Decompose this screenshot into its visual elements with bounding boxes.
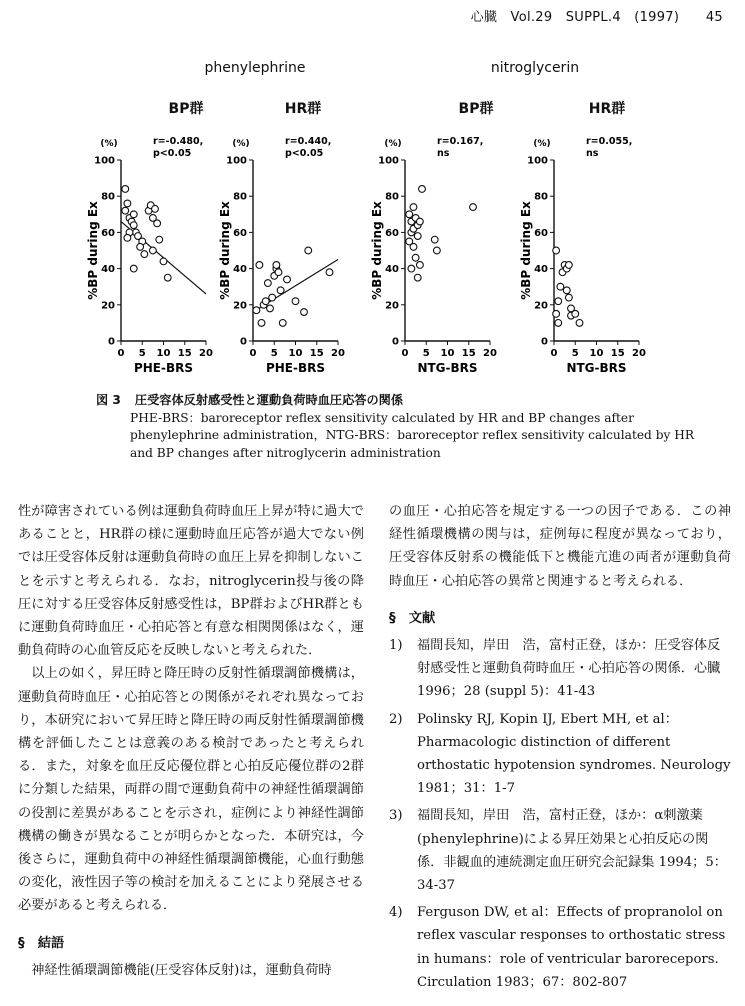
y-tick-label: 0 xyxy=(541,336,548,348)
section-heading-references: § 文献 xyxy=(389,610,436,626)
x-tick-label: 20 xyxy=(632,348,646,359)
data-point xyxy=(565,262,572,269)
x-axis-title: PHE-BRS xyxy=(265,361,326,375)
data-point xyxy=(406,211,413,218)
data-point xyxy=(124,200,131,207)
x-tick-label: 15 xyxy=(177,348,192,359)
stat-r-value: r=0.440, xyxy=(285,136,332,147)
data-point xyxy=(414,233,421,240)
data-point xyxy=(292,298,299,305)
x-tick-label: 5 xyxy=(138,348,146,359)
panel-title-3: BP群 xyxy=(458,101,494,117)
data-point xyxy=(275,269,282,276)
x-tick-label: 0 xyxy=(249,348,257,359)
stat-p-value: ns xyxy=(437,148,450,159)
data-point xyxy=(326,269,333,276)
y-unit-label: (%) xyxy=(533,139,551,149)
y-tick-label: 40 xyxy=(233,264,247,276)
x-tick-label: 5 xyxy=(422,348,430,359)
y-tick-label: 60 xyxy=(534,227,548,239)
data-point xyxy=(553,247,560,254)
x-tick-label: 20 xyxy=(199,348,213,359)
left-column xyxy=(18,500,364,982)
paragraph: 以上の如く，昇圧時と降圧時の反射性循環調節機構は，運動負荷時血圧・心拍応答との関係がそれぞれ異なっており，本研究において昇圧時と降圧時の両反射性循環調節機構を評価したことは意義のある検討であったと考えられる．また，対象を血圧反応優位群と心拍反応優位群の2群に分類した結果，両群の間で運動負荷中の神経性循環調節の役割に差異があることを示され，症例により神経性調節機構の働きが異なることが明らかとなった．本研究は，今後さらに，運動負荷中の神経性循環調節機能，心血行動態の変化，液性因子等の検討を加えることにより発展させる必要があると考えられる． xyxy=(18,666,364,914)
data-point xyxy=(122,207,129,214)
section-heading-conclusion: § 結語 xyxy=(18,935,65,951)
x-axis-title: PHE-BRS xyxy=(133,361,194,375)
data-point xyxy=(555,298,562,305)
running-header: 心臓 Vol.29 SUPPL.4 (1997) 45 xyxy=(470,10,723,25)
y-tick-label: 80 xyxy=(233,191,247,203)
y-tick-label: 20 xyxy=(385,300,399,312)
group-title-phenylephrine: phenylephrine xyxy=(204,60,306,76)
data-point xyxy=(284,276,291,283)
reference-text: Polinsky RJ, Kopin IJ, Ebert MH, et al：Pharmacologic distinction of different orthostatic hypotension syndromes. Neurology 1981；31：1-7 xyxy=(417,711,731,797)
reference-text: 福間長知，岸田 浩，富村正登，ほか：圧受容体反射感受性と運動負荷時血圧・心拍応答の関係．心臓 1996；28 (suppl 5)：41-43 xyxy=(417,638,721,700)
data-point xyxy=(433,247,440,254)
reference-text: Ferguson DW, et al：Effects of propranolol on reflex vascular responses to orthostatic stress in humans：role of ventricular barorecepors. Circulation 1983；67：802-807 xyxy=(417,905,726,990)
x-tick-label: 10 xyxy=(156,348,171,359)
data-point xyxy=(416,218,423,225)
data-point xyxy=(141,251,148,258)
y-tick-label: 20 xyxy=(534,300,548,312)
data-point xyxy=(130,222,137,229)
data-point xyxy=(301,309,308,316)
reference-number: 4) xyxy=(389,905,403,921)
y-tick-label: 80 xyxy=(101,191,115,203)
y-tick-label: 40 xyxy=(101,264,115,276)
data-point xyxy=(414,274,421,281)
y-unit-label: (%) xyxy=(384,139,402,149)
data-point xyxy=(149,247,156,254)
y-axis-title: %BP during Ex xyxy=(218,201,232,300)
stat-r-value: r=0.167, xyxy=(437,136,484,147)
data-point xyxy=(124,234,131,241)
data-point xyxy=(160,258,167,265)
data-point xyxy=(555,320,562,327)
stat-p-value: p<0.05 xyxy=(285,148,324,159)
data-point xyxy=(557,283,564,290)
y-tick-label: 100 xyxy=(527,155,548,167)
x-tick-label: 10 xyxy=(288,348,303,359)
y-unit-label: (%) xyxy=(232,139,250,149)
data-point xyxy=(431,236,438,243)
x-tick-label: 5 xyxy=(571,348,579,359)
figure-3-scatter-plots xyxy=(0,0,745,390)
data-point xyxy=(137,243,144,250)
data-point xyxy=(576,320,583,327)
stat-r-value: r=0.055, xyxy=(586,136,633,147)
y-tick-label: 40 xyxy=(534,264,548,276)
data-point xyxy=(572,310,579,317)
reference-number: 2) xyxy=(389,711,403,727)
figure-caption xyxy=(96,392,696,462)
data-point xyxy=(273,262,280,269)
data-point xyxy=(264,280,271,287)
x-tick-label: 10 xyxy=(589,348,604,359)
y-tick-label: 0 xyxy=(392,336,399,348)
data-point xyxy=(156,236,163,243)
y-unit-label: (%) xyxy=(100,139,118,149)
right-column xyxy=(389,500,731,998)
y-tick-label: 40 xyxy=(385,264,399,276)
data-point xyxy=(416,262,423,269)
stat-p-value: p<0.05 xyxy=(153,148,192,159)
data-point xyxy=(419,186,426,193)
data-point xyxy=(279,320,286,327)
data-point xyxy=(410,204,417,211)
reference-number: 1) xyxy=(389,638,403,654)
reference-item xyxy=(389,708,731,801)
data-point xyxy=(470,204,477,211)
y-tick-label: 20 xyxy=(233,300,247,312)
data-point xyxy=(258,320,265,327)
x-axis-title: NTG-BRS xyxy=(566,361,627,375)
y-tick-label: 20 xyxy=(101,300,115,312)
y-axis-title: %BP during Ex xyxy=(519,201,533,300)
data-point xyxy=(253,307,260,314)
data-point xyxy=(412,254,419,261)
data-point xyxy=(130,265,137,272)
data-point xyxy=(408,265,415,272)
y-tick-label: 0 xyxy=(240,336,247,348)
y-tick-label: 60 xyxy=(385,227,399,239)
data-point xyxy=(565,294,572,301)
x-tick-label: 15 xyxy=(309,348,324,359)
x-tick-label: 10 xyxy=(440,348,455,359)
y-tick-label: 0 xyxy=(108,336,115,348)
y-tick-label: 100 xyxy=(226,155,247,167)
data-point xyxy=(553,310,560,317)
data-point xyxy=(164,274,171,281)
x-tick-label: 15 xyxy=(461,348,476,359)
x-tick-label: 0 xyxy=(117,348,125,359)
paragraph: 性が障害されている例は運動負荷時血圧上昇が特に過大であることと，HR群の様に運動時血圧応答が過大でない例では圧受容体反射は運動負荷時の血圧上昇を抑制しないことを示すと考えられる．なお，nitroglycerin投与後の降圧に対する圧受容体反射感受性は，BP群およびHR群ともに運動負荷時血圧・心拍応答と有意な相関関係はなく，運動負荷時の心血管反応を反映しないと考えられた． xyxy=(18,504,364,659)
panel-title-2: HR群 xyxy=(284,101,322,117)
data-point xyxy=(130,211,137,218)
x-tick-label: 15 xyxy=(610,348,625,359)
data-point xyxy=(305,247,312,254)
x-tick-label: 0 xyxy=(550,348,558,359)
x-tick-label: 20 xyxy=(483,348,497,359)
x-tick-label: 0 xyxy=(401,348,409,359)
caption-title: 圧受容体反射感受性と運動負荷時血圧応答の関係 xyxy=(134,393,404,407)
caption-body: PHE-BRS：baroreceptor reflex sensitivity calculated by HR and BP changes after phenylephrine administration，NTG-BRS：baroreceptor reflex sensitivity calculated by HR and BP changes after nitroglycerin administration xyxy=(130,410,695,460)
panel-title-1: BP群 xyxy=(168,101,204,117)
y-axis-title: %BP during Ex xyxy=(370,201,384,300)
stat-r-value: r=-0.480, xyxy=(153,136,204,147)
data-point xyxy=(269,294,276,301)
y-tick-label: 80 xyxy=(385,191,399,203)
data-point xyxy=(262,298,269,305)
reference-item xyxy=(389,634,731,704)
y-tick-label: 60 xyxy=(101,227,115,239)
x-tick-label: 5 xyxy=(270,348,278,359)
paragraph: 神経性循環調節機能(圧受容体反射)は，運動負荷時 xyxy=(31,962,332,978)
x-axis-title: NTG-BRS xyxy=(417,361,478,375)
x-tick-label: 20 xyxy=(331,348,345,359)
reference-text: 福間長知，岸田 浩，富村正登，ほか：α刺激薬(phenylephrine)による昇圧効果と心拍反応の関係．非観血的連続測定血圧研究会記録集 1994；5：34-37 xyxy=(417,808,727,894)
y-tick-label: 100 xyxy=(378,155,399,167)
caption-label: 図 3 xyxy=(96,393,121,407)
paragraph: の血圧・心拍応答を規定する一つの因子である．この神経性循環機構の関与は，症例毎に程度が異なっており，圧受容体反射系の機能低下と機能亢進の両者が運動負荷時血圧・心拍応答の異常と関連すると考えられる． xyxy=(389,504,731,589)
reference-item xyxy=(389,901,731,994)
stat-p-value: ns xyxy=(586,148,599,159)
data-point xyxy=(563,287,570,294)
y-tick-label: 80 xyxy=(534,191,548,203)
reference-item xyxy=(389,804,731,897)
y-tick-label: 60 xyxy=(233,227,247,239)
y-axis-title: %BP during Ex xyxy=(86,201,100,300)
data-point xyxy=(152,205,159,212)
group-title-nitroglycerin: nitroglycerin xyxy=(490,60,580,76)
data-point xyxy=(277,287,284,294)
data-point xyxy=(410,243,417,250)
data-point xyxy=(256,262,263,269)
data-point xyxy=(122,186,129,193)
data-point xyxy=(154,220,161,227)
y-tick-label: 100 xyxy=(94,155,115,167)
data-point xyxy=(267,305,274,312)
panel-title-4: HR群 xyxy=(588,101,626,117)
reference-number: 3) xyxy=(389,808,403,824)
